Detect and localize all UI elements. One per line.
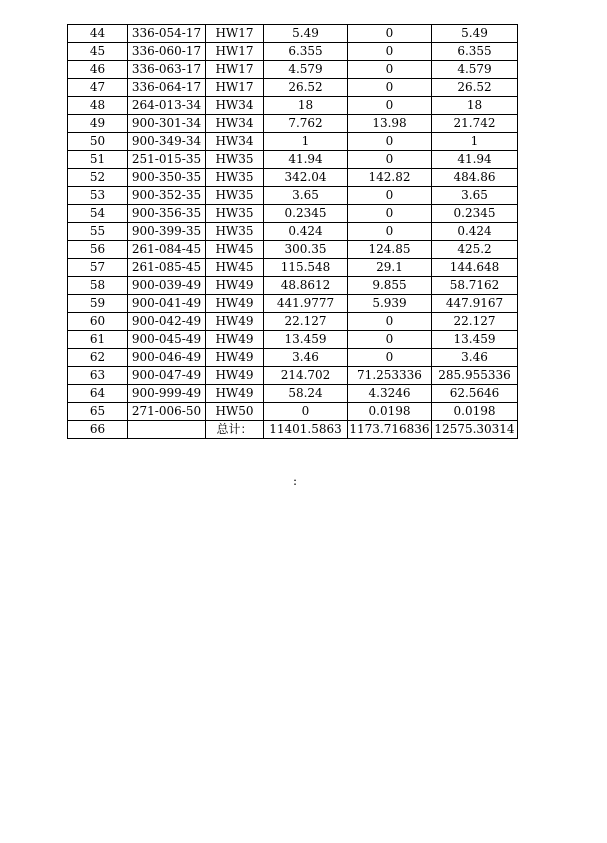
table-cell: 0.424 (264, 223, 348, 241)
table-cell: HW35 (206, 151, 264, 169)
table-cell: 58.24 (264, 385, 348, 403)
table-cell: 425.2 (432, 241, 518, 259)
table-row (68, 241, 518, 259)
table-row (68, 313, 518, 331)
table-cell: HW35 (206, 187, 264, 205)
table-cell: 58.7162 (432, 277, 518, 295)
table-cell: 0 (348, 133, 432, 151)
table-cell: 18 (432, 97, 518, 115)
table-cell: 3.46 (432, 349, 518, 367)
table-cell: 336-064-17 (128, 79, 206, 97)
table-cell: 0 (264, 403, 348, 421)
table-row (68, 169, 518, 187)
table-cell: 13.459 (264, 331, 348, 349)
table-cell: 142.82 (348, 169, 432, 187)
table-cell: 0 (348, 205, 432, 223)
table-cell: 1173.716836 (348, 421, 432, 439)
table-cell: 900-399-35 (128, 223, 206, 241)
table-cell: 214.702 (264, 367, 348, 385)
table-cell: 12575.30314 (432, 421, 518, 439)
table-cell: HW49 (206, 349, 264, 367)
table-cell: 9.855 (348, 277, 432, 295)
table-cell: 49 (68, 115, 128, 133)
table-cell: 900-042-49 (128, 313, 206, 331)
table-cell: 900-041-49 (128, 295, 206, 313)
table-cell: HW45 (206, 259, 264, 277)
table-cell: 251-015-35 (128, 151, 206, 169)
table-cell: 0 (348, 313, 432, 331)
table-row (68, 61, 518, 79)
table-cell (128, 421, 206, 439)
table-cell: 900-356-35 (128, 205, 206, 223)
table-cell: 50 (68, 133, 128, 151)
table-cell: 26.52 (432, 79, 518, 97)
table-cell: HW49 (206, 385, 264, 403)
table-cell: 0 (348, 151, 432, 169)
table-cell: 900-047-49 (128, 367, 206, 385)
table-cell: 13.459 (432, 331, 518, 349)
table-row (68, 79, 518, 97)
table-cell: 总计： (206, 421, 264, 439)
table-cell: 0 (348, 97, 432, 115)
table-cell: 26.52 (264, 79, 348, 97)
table-cell: HW17 (206, 79, 264, 97)
table-cell: 0 (348, 61, 432, 79)
table-cell: 900-349-34 (128, 133, 206, 151)
table-row (68, 43, 518, 61)
table-row (68, 259, 518, 277)
table-cell: 29.1 (348, 259, 432, 277)
table-cell: 21.742 (432, 115, 518, 133)
table-row (68, 295, 518, 313)
table-cell: 336-063-17 (128, 61, 206, 79)
table-cell: 51 (68, 151, 128, 169)
table-cell: 447.9167 (432, 295, 518, 313)
waste-table (67, 24, 518, 439)
table-body (68, 25, 518, 439)
table-cell: 264-013-34 (128, 97, 206, 115)
table-cell: 13.98 (348, 115, 432, 133)
table-cell: HW49 (206, 367, 264, 385)
table-row (68, 187, 518, 205)
table-cell: 336-054-17 (128, 25, 206, 43)
table-cell: 124.85 (348, 241, 432, 259)
table-cell: 900-999-49 (128, 385, 206, 403)
table-cell: 52 (68, 169, 128, 187)
table-cell: 115.548 (264, 259, 348, 277)
table-cell: 45 (68, 43, 128, 61)
table-cell: 0.424 (432, 223, 518, 241)
table-cell: 3.46 (264, 349, 348, 367)
table-cell: 41.94 (264, 151, 348, 169)
table-cell: 66 (68, 421, 128, 439)
table-cell: 0.2345 (432, 205, 518, 223)
table-cell: 0.2345 (264, 205, 348, 223)
table-cell: 22.127 (432, 313, 518, 331)
table-cell: 56 (68, 241, 128, 259)
table-row (68, 349, 518, 367)
table-row (68, 25, 518, 43)
table-cell: 64 (68, 385, 128, 403)
table-cell: 44 (68, 25, 128, 43)
table-cell: HW34 (206, 97, 264, 115)
table-cell: 60 (68, 313, 128, 331)
table-cell: 484.86 (432, 169, 518, 187)
table-row (68, 403, 518, 421)
table-cell: HW49 (206, 295, 264, 313)
table-cell: 53 (68, 187, 128, 205)
table-cell: 144.648 (432, 259, 518, 277)
table-cell: HW45 (206, 241, 264, 259)
table-cell: 6.355 (264, 43, 348, 61)
table-cell: 261-085-45 (128, 259, 206, 277)
table-cell: 5.49 (264, 25, 348, 43)
table-cell: 4.579 (264, 61, 348, 79)
table-cell: HW35 (206, 169, 264, 187)
table-cell: 48 (68, 97, 128, 115)
table-cell: HW34 (206, 133, 264, 151)
table-cell: 5.939 (348, 295, 432, 313)
table-cell: HW49 (206, 331, 264, 349)
table-cell: 0.0198 (348, 403, 432, 421)
table-row (68, 115, 518, 133)
table-cell: 900-301-34 (128, 115, 206, 133)
table-cell: 65 (68, 403, 128, 421)
table-cell: 0.0198 (432, 403, 518, 421)
table-cell: 271-006-50 (128, 403, 206, 421)
table-row (68, 367, 518, 385)
table-cell: 54 (68, 205, 128, 223)
table-cell: 41.94 (432, 151, 518, 169)
table-cell: HW34 (206, 115, 264, 133)
table-cell: 58 (68, 277, 128, 295)
table-cell: 441.9777 (264, 295, 348, 313)
table-cell: HW35 (206, 205, 264, 223)
table-cell: 0 (348, 79, 432, 97)
table-cell: 63 (68, 367, 128, 385)
table-cell: 47 (68, 79, 128, 97)
table-cell: 4.3246 (348, 385, 432, 403)
table-cell: 300.35 (264, 241, 348, 259)
table-cell: 11401.5863 (264, 421, 348, 439)
table-cell: 48.8612 (264, 277, 348, 295)
table-cell: 342.04 (264, 169, 348, 187)
table-cell: 1 (432, 133, 518, 151)
table-cell: HW17 (206, 61, 264, 79)
table-cell: 900-045-49 (128, 331, 206, 349)
table-cell: 900-046-49 (128, 349, 206, 367)
table-cell: 900-039-49 (128, 277, 206, 295)
table-cell: 62.5646 (432, 385, 518, 403)
table-cell: 900-350-35 (128, 169, 206, 187)
table-row (68, 223, 518, 241)
page-note: : (293, 474, 298, 488)
table-cell: 22.127 (264, 313, 348, 331)
table-cell: 4.579 (432, 61, 518, 79)
table-cell: 1 (264, 133, 348, 151)
table-cell: 3.65 (264, 187, 348, 205)
table-cell: 7.762 (264, 115, 348, 133)
table-cell: HW49 (206, 277, 264, 295)
table-cell: 0 (348, 223, 432, 241)
table-row (68, 133, 518, 151)
table-cell: HW50 (206, 403, 264, 421)
table-cell: 0 (348, 331, 432, 349)
table-cell: HW49 (206, 313, 264, 331)
table-cell: HW17 (206, 43, 264, 61)
table-row (68, 205, 518, 223)
table-cell: 6.355 (432, 43, 518, 61)
table-cell: 900-352-35 (128, 187, 206, 205)
table-row (68, 151, 518, 169)
table-cell: 18 (264, 97, 348, 115)
table-cell: 3.65 (432, 187, 518, 205)
table-cell: 336-060-17 (128, 43, 206, 61)
table-cell: 285.955336 (432, 367, 518, 385)
table-cell: 0 (348, 43, 432, 61)
table-cell: 59 (68, 295, 128, 313)
table-cell: 0 (348, 349, 432, 367)
table-cell: 61 (68, 331, 128, 349)
table-row (68, 421, 518, 439)
table-cell: 71.253336 (348, 367, 432, 385)
table-cell: HW17 (206, 25, 264, 43)
table-cell: 261-084-45 (128, 241, 206, 259)
table-row (68, 331, 518, 349)
table-cell: 57 (68, 259, 128, 277)
table-row (68, 385, 518, 403)
table-cell: 55 (68, 223, 128, 241)
table-row (68, 277, 518, 295)
table-cell: 0 (348, 25, 432, 43)
table-cell: 5.49 (432, 25, 518, 43)
table-cell: 62 (68, 349, 128, 367)
table-cell: 46 (68, 61, 128, 79)
table-row (68, 97, 518, 115)
table-cell: 0 (348, 187, 432, 205)
table-cell: HW35 (206, 223, 264, 241)
